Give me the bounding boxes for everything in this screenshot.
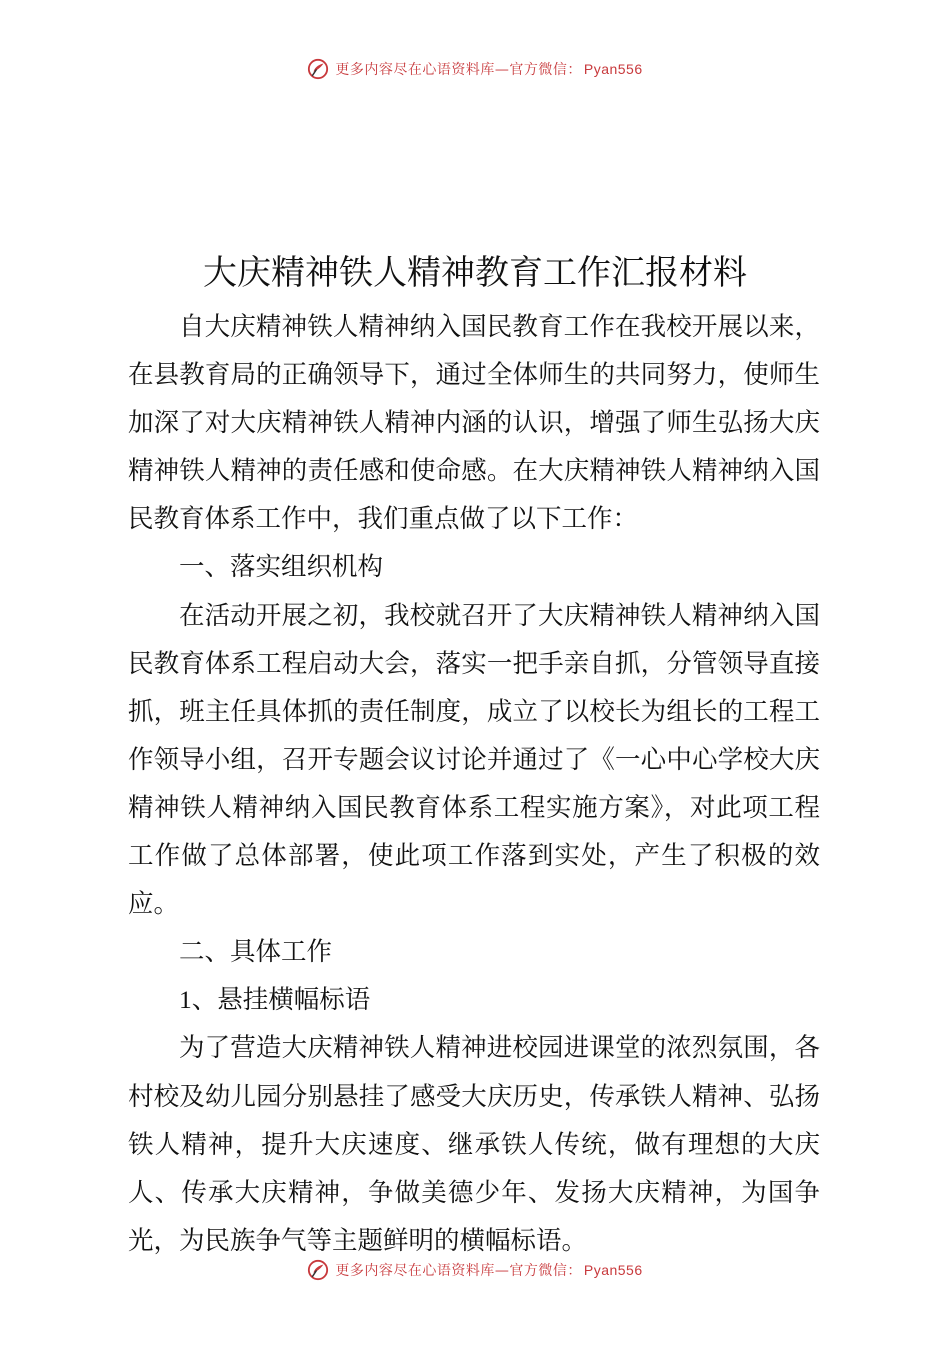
- subsection-paragraph-banners: 为了营造大庆精神铁人精神进校园进课堂的浓烈氛围，各村校及幼儿园分别悬挂了感受大庆历史，传承铁人精神、弘扬铁人精神，提升大庆速度、继承铁人传统，做有理想的大庆人、传承大庆精神，争做美德少年、发扬大庆精神，为国争光，为民族争气等主题鲜明的横幅标语。: [128, 1033, 820, 1256]
- watermark-text: 更多内容尽在心语资料库—官方微信：: [335, 62, 582, 78]
- section-paragraph-organization: 在活动开展之初，我校就召开了大庆精神铁人精神纳入国民教育体系工程启动大会，落实一把手亲自抓，分管领导直接抓，班主任具体抓的责任制度，成立了以校长为组长的工程工作领导小组，召开专题会议讨论并通过了《一心中心学校大庆精神铁人精神纳入国民教育体系工程实施方案》，对此项工程工作做了总体部署，使此项工作落到实处，产生了积极的效应。: [128, 600, 820, 920]
- watermark-wechat-id: Pyan556: [583, 61, 643, 77]
- subsection-title: 、悬挂横幅标语: [191, 985, 371, 1016]
- subsection-heading-banners: [128, 976, 820, 1024]
- intro-paragraph: 自大庆精神铁人精神纳入国民教育工作在我校开展以来，在县教育局的正确领导下，通过全体师生的共同努力，使师生加深了对大庆精神铁人精神内涵的认识，增强了师生弘扬大庆精神铁人精神的责任感和使命感。在大庆精神铁人精神纳入国民教育体系工作中，我们重点做了以下工作：: [128, 312, 820, 535]
- xinyu-logo-icon: [307, 58, 329, 80]
- section-heading-organization: 一、落实组织机构: [179, 552, 384, 583]
- watermark-text: 更多内容尽在心语资料库—官方微信：: [335, 1263, 582, 1279]
- watermark-wechat-id: Pyan556: [583, 1262, 643, 1278]
- header-watermark: [0, 55, 950, 83]
- section-heading-specific-work: 二、具体工作: [179, 937, 333, 968]
- footer-watermark: [0, 1256, 950, 1284]
- subsection-number: 1: [179, 985, 192, 1015]
- document-body: [128, 303, 820, 1265]
- document-title: 大庆精神铁人精神教育工作汇报材料: [203, 253, 747, 293]
- xinyu-logo-icon: [307, 1259, 329, 1281]
